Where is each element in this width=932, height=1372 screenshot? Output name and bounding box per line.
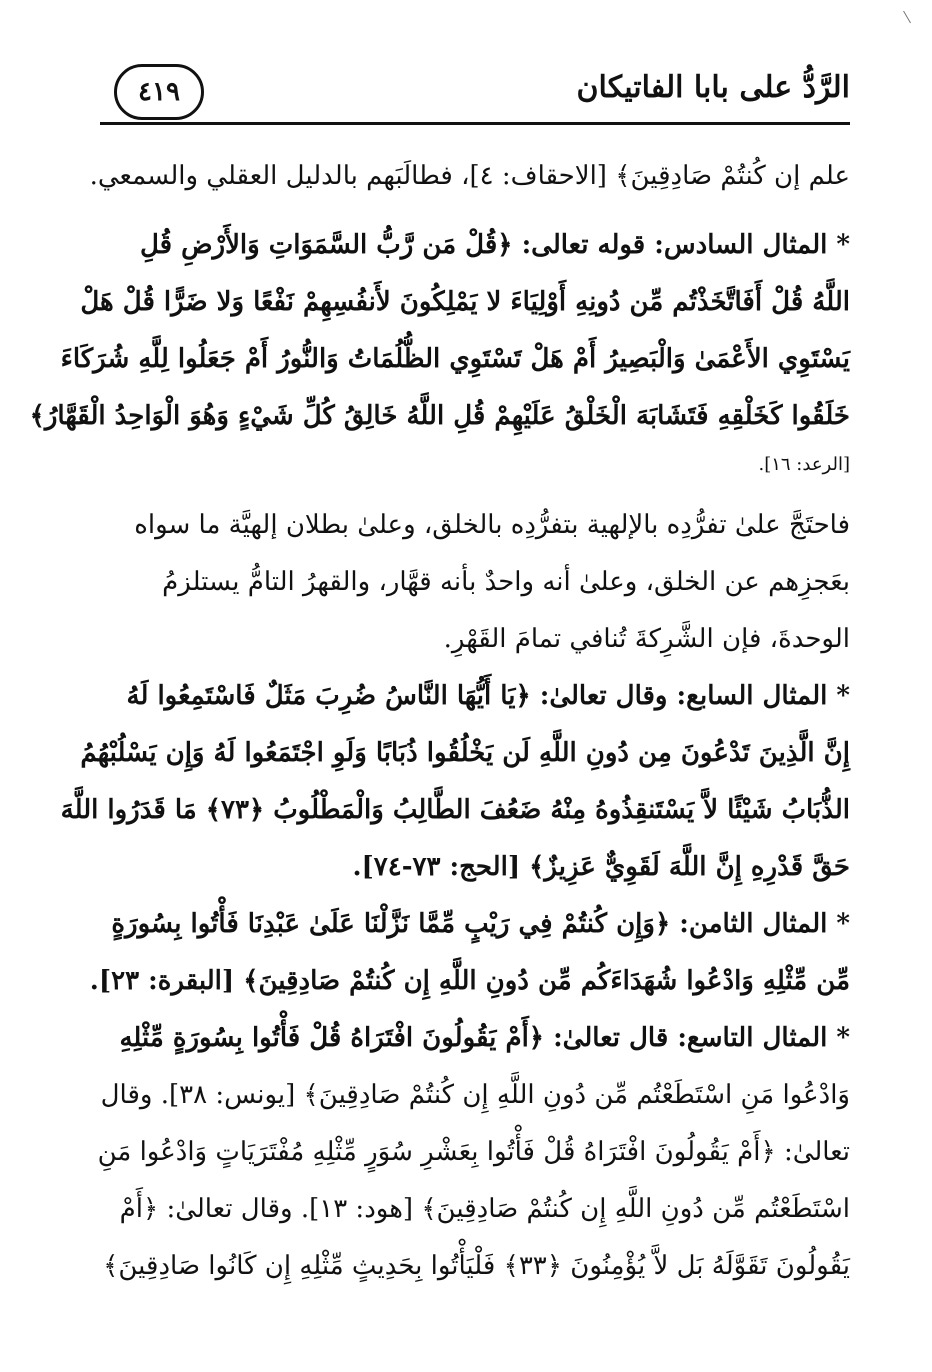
text-line: يَسْتَوِي الأَعْمَىٰ وَالْبَصِيرُ أَمْ هَلْ تَسْتَوِي الظُّلُمَاتُ وَالنُّورُ أَمْ جَعَلُوا لِلَّهِ شُرَكَاءَ [60, 344, 850, 374]
page-number: ٤١٩ [114, 64, 204, 120]
verse-reference: [الرعد: ١٦]. [758, 454, 850, 475]
text-line: اللَّهُ قُلْ أَفَاتَّخَذْتُم مِّن دُونِهِ أَوْلِيَاءَ لا يَمْلِكُونَ لأَنفُسِهِمْ نَفْعًا وَلا ضَرًّا قُلْ هَلْ [80, 287, 850, 317]
text-line: اسْتَطَعْتُم مِّن دُونِ اللَّهِ إِن كُنتُمْ صَادِقِينَ﴾ [هود: ١٣]. وقال تعالىٰ: ﴿أَمْ [119, 1194, 850, 1224]
text-line: الوحدةَ، فإن الشَّرِكةَ تُنافي تمامَ القَهْرِ. [443, 624, 850, 654]
text-line: وَادْعُوا مَنِ اسْتَطَعْتُم مِّن دُونِ اللَّهِ إِن كُنتُمْ صَادِقِينَ﴾ [يونس: ٣٨]. وقال [100, 1080, 850, 1110]
text-line: إِنَّ الَّذِينَ تَدْعُونَ مِن دُونِ اللَّهِ لَن يَخْلُقُوا ذُبَابًا وَلَوِ اجْتَمَعُوا لَهُ وَإِن يَسْلُبْهُمُ [80, 738, 850, 768]
running-title: الرَّدُّ على بابا الفاتيكان [576, 70, 850, 105]
text-line: * المثال السابع: وقال تعالىٰ: ﴿يَا أَيُّهَا النَّاسُ ضُرِبَ مَثَلٌ فَاسْتَمِعُوا لَهُ [126, 681, 850, 711]
text-line: تعالىٰ: ﴿أَمْ يَقُولُونَ افْتَرَاهُ قُلْ فَأْتُوا بِعَشْرِ سُوَرٍ مِّثْلِهِ مُفْتَرَيَاتٍ وَادْعُوا مَنِ [97, 1137, 850, 1167]
header-rule [100, 122, 850, 125]
text-line: علم إن كُنتُمْ صَادِقِينَ﴾ [الاحقاف: ٤]، فطالَبَهم بالدليل العقلي والسمعي. [89, 161, 850, 191]
text-line: حَقَّ قَدْرِهِ إِنَّ اللَّهَ لَقَوِيٌّ عَزِيزٌ﴾ [الحج: ٧٣-٧٤]. [352, 852, 850, 882]
page-body [29, 148, 850, 1295]
margin-mark [903, 7, 918, 24]
text-line: يَقُولُونَ تَقَوَّلَهُ بَل لاَّ يُؤْمِنُونَ ﴿٣٣﴾ فَلْيَأْتُوا بِحَدِيثٍ مِّثْلِهِ إِن كَانُوا صَادِقِينَ﴾ [103, 1251, 850, 1281]
text-line: * المثال الثامن: ﴿وَإِن كُنتُمْ فِي رَيْبٍ مِّمَّا نَزَّلْنَا عَلَىٰ عَبْدِنَا فَأْتُوا بِسُورَةٍ [111, 909, 850, 939]
text-line: الذُّبَابُ شَيْئًا لاَّ يَسْتَنقِذُوهُ مِنْهُ ضَعُفَ الطَّالِبُ وَالْمَطْلُوبُ ﴿٧٣﴾ مَا قَدَرُوا اللَّهَ [60, 795, 850, 825]
text-line: * المثال السادس: قوله تعالى: ﴿قُلْ مَن رَّبُّ السَّمَوَاتِ وَالأَرْضِ قُلِ [139, 230, 850, 260]
text-line: فاحتَجَّ علىٰ تفرُّدِه بالإلهية بتفرُّدِه بالخلق، وعلىٰ بطلان إلهيَّة ما سواه [134, 510, 850, 540]
text-line: مِّن مِّثْلِهِ وَادْعُوا شُهَدَاءَكُم مِّن دُونِ اللَّهِ إِن كُنتُمْ صَادِقِينَ﴾ [البقرة: ٢٣]. [89, 966, 850, 996]
text-line: * المثال التاسع: قال تعالىٰ: ﴿أَمْ يَقُولُونَ افْتَرَاهُ قُلْ فَأْتُوا بِسُورَةٍ مِّثْلِهِ [119, 1023, 850, 1053]
page-header [100, 60, 850, 128]
text-line: خَلَقُوا كَخَلْقِهِ فَتَشَابَهَ الْخَلْقُ عَلَيْهِمْ قُلِ اللَّهُ خَالِقُ كُلِّ شَيْءٍ وَهُوَ الْوَاحِدُ الْقَهَّارُ﴾ [29, 401, 850, 431]
text-line: بعَجزِهم عن الخلق، وعلىٰ أنه واحدٌ بأنه قهَّار، والقهرُ التامُّ يستلزمُ [162, 567, 850, 597]
